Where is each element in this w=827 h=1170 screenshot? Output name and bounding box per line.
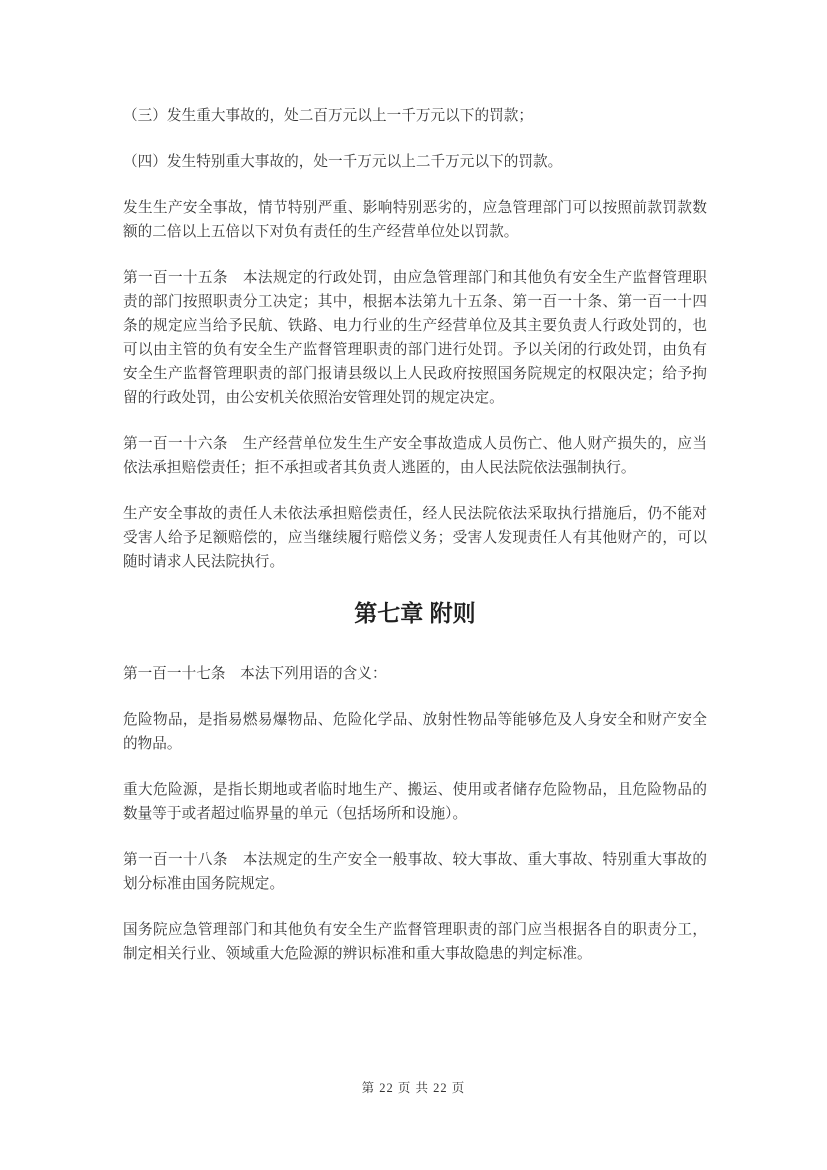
clause-item-4: （四）发生特别重大事故的，处一千万元以上二千万元以下的罚款。 [123, 154, 563, 170]
definition-major-hazard-source: 重大危险源，是指长期地或者临时地生产、搬运、使用或者储存危险物品，且危险物品的数量等于或者超过临界量的单元（包括场所和设施）。 [123, 782, 707, 822]
definition-dangerous-goods: 危险物品，是指易燃易爆物品、危险化学品、放射性物品等能够危及人身安全和财产安全的物品。 [123, 712, 707, 752]
article-117: 第一百一十七条 本法下列用语的含义： [123, 666, 387, 682]
article-115: 第一百一十五条 本法规定的行政处罚，由应急管理部门和其他负有安全生产监督管理职责的部门按照职责分工决定；其中，根据本法第九十五条、第一百一十条、第一百一十四条的规定应当给予民航、铁路、电力行业的生产经营单位及其主要负责人行政处罚的，也可以由主管的负有安全生产监督管理职责的部门进行处罚。予以关闭的行政处罚，由负有安全生产监督管理职责的部门报请县级以上人民政府按照国务院规定的权限决定；给予拘留的行政处罚，由公安机关依照治安管理处罚的规定决定。 [123, 270, 707, 406]
page-number-footer: 第 22 页 共 22 页 [361, 1081, 466, 1095]
article-116-compensation-paragraph: 生产安全事故的责任人未依法承担赔偿责任，经人民法院依法采取执行措施后，仍不能对受害人给予足额赔偿的，应当继续履行赔偿义务；受害人发现责任人有其他财产的，可以随时请求人民法院执行。 [123, 506, 707, 570]
article-118: 第一百一十八条 本法规定的生产安全一般事故、较大事故、重大事故、特别重大事故的划分标准由国务院规定。 [123, 852, 707, 892]
clause-item-3: （三）发生重大事故的，处二百万元以上一千万元以下的罚款； [123, 108, 534, 124]
article-116: 第一百一十六条 生产经营单位发生生产安全事故造成人员伤亡、他人财产损失的，应当依法承担赔偿责任；拒不承担或者其负责人逃匿的，由人民法院依法强制执行。 [123, 436, 707, 476]
paragraph-standards-formulation: 国务院应急管理部门和其他负有安全生产监督管理职责的部门应当根据各自的职责分工，制定相关行业、领域重大危险源的辨识标准和重大事故隐患的判定标准。 [123, 922, 707, 962]
paragraph-severe-penalty: 发生生产安全事故，情节特别严重、影响特别恶劣的，应急管理部门可以按照前款罚款数额的二倍以上五倍以下对负有责任的生产经营单位处以罚款。 [123, 200, 707, 240]
chapter-7-heading: 第七章 附则 [354, 600, 476, 626]
